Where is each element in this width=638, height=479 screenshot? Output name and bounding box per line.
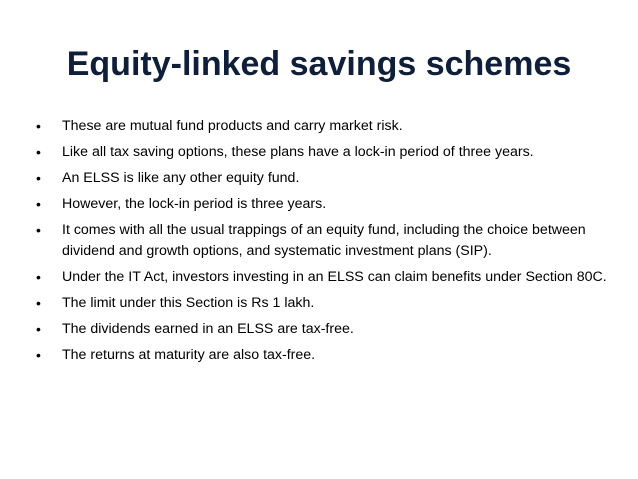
bullet-icon: •	[36, 295, 41, 311]
bullet-icon: •	[36, 118, 41, 134]
bullet-icon: •	[36, 347, 41, 363]
bullet-text: The returns at maturity are also tax-free.	[62, 347, 316, 363]
bullet-item	[36, 220, 610, 262]
bullet-icon: •	[36, 222, 41, 238]
bullet-icon: •	[36, 170, 41, 186]
bullet-icon: •	[36, 269, 41, 285]
bullet-item	[36, 142, 610, 163]
bullet-icon: •	[36, 196, 41, 212]
bullet-item	[36, 319, 610, 340]
bullet-text: Like all tax saving options, these plans have a lock-in period of three years.	[62, 144, 534, 160]
bullet-item	[36, 345, 610, 366]
bullet-item	[36, 168, 610, 189]
bullet-icon: •	[36, 144, 41, 160]
bullet-text: These are mutual fund products and carry market risk.	[62, 118, 403, 134]
bullet-text: The dividends earned in an ELSS are tax-free.	[62, 321, 354, 337]
bullet-item	[36, 116, 610, 137]
bullet-icon: •	[36, 321, 41, 337]
bullet-item	[36, 293, 610, 314]
bullet-text: The limit under this Section is Rs 1 lakh.	[62, 295, 315, 311]
slide-title: Equity-linked savings schemes	[66, 45, 572, 83]
bullet-text: It comes with all the usual trappings of an equity fund, including the choice between dividend and growth options, and systematic investment plans (SIP).	[62, 222, 586, 259]
bullet-text: Under the IT Act, investors investing in an ELSS can claim benefits under Section 80C.	[62, 269, 607, 285]
bullet-text: However, the lock-in period is three years.	[62, 196, 327, 212]
bullet-item	[36, 267, 610, 288]
bullet-item	[36, 194, 610, 215]
bullet-text: An ELSS is like any other equity fund.	[62, 170, 300, 186]
bullet-list	[36, 116, 610, 371]
